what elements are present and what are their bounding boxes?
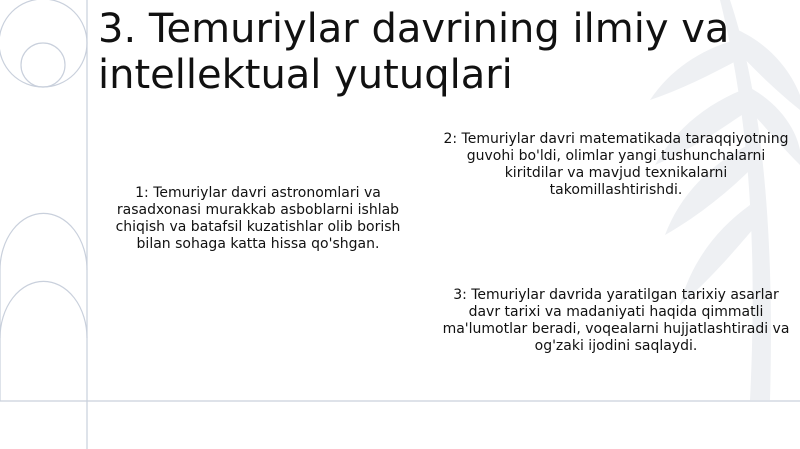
slide-title: 3. Temuriylar davrining ilmiy va intellektual yutuqlari (98, 6, 730, 98)
point-history: 3: Temuriylar davrida yaratilgan tarixiy asarlar davr tarixi va madaniyati haqida qimmatli ma'lumotlar beradi, voqealarni hujjatlashtiradi va og'zaki ijodini saqlaydi. (442, 287, 790, 354)
point-astronomy: 1: Temuriylar davri astronomlari va rasadxonasi murakkab asboblarni ishlab chiqish va batafsil kuzatishlar olib borish bilan sohaga katta hissa qo'shgan. (115, 185, 401, 252)
point-mathematics: 2: Temuriylar davri matematikada taraqqiyotning guvohi bo'ldi, olimlar yangi tushunchalarni kiritdilar va mavjud texnikalarni takomillashtirishdi. (443, 131, 789, 198)
arch-outline-upper (0, 213, 87, 270)
arch-outline-lower (0, 281, 87, 338)
small-circle-outline (21, 43, 65, 87)
